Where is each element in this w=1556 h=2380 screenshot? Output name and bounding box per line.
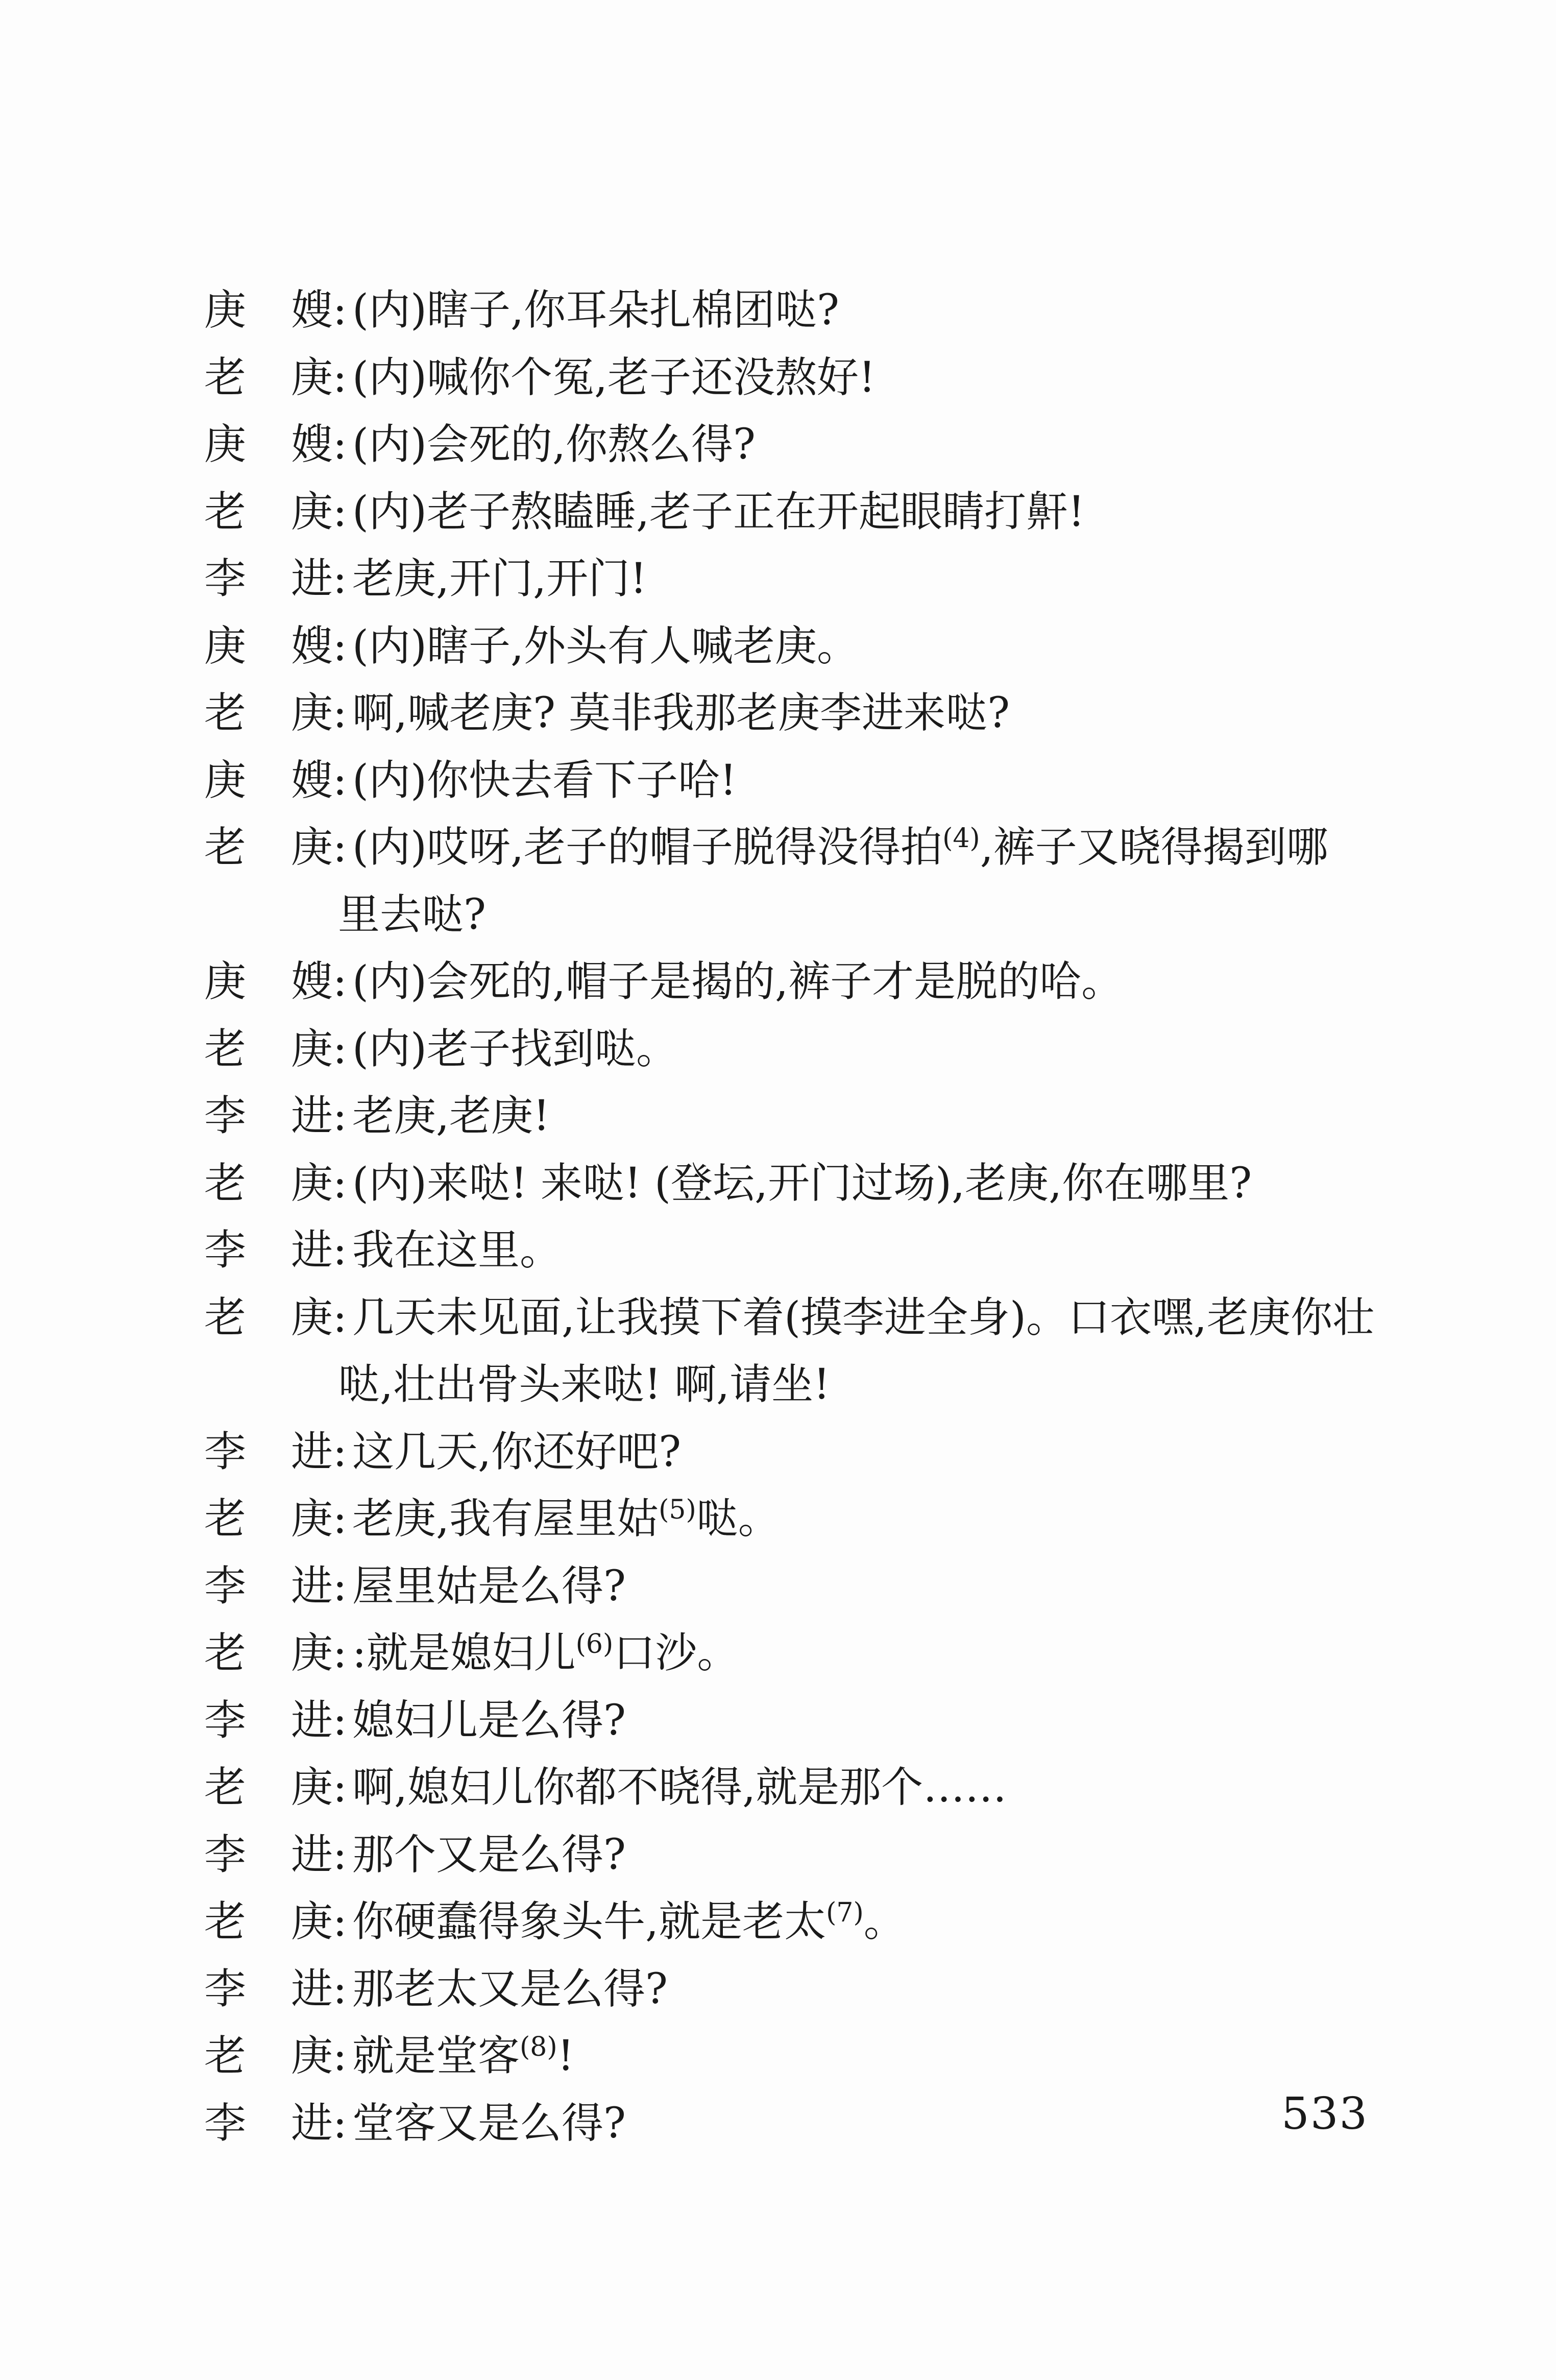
- speaker-char-1: 老: [204, 823, 247, 872]
- speaker-char-1: 李: [204, 1226, 247, 1275]
- dialogue-line: [204, 680, 1409, 747]
- speaker-colon: :: [333, 353, 347, 402]
- dialogue-text: 老庚,老庚!: [352, 1092, 550, 1140]
- dialogue-text: 啊,喊老庚? 莫非我那老庚李进来哒?: [352, 689, 1010, 737]
- dialogue-text: 媳妇儿是么得?: [352, 1696, 626, 1745]
- dialogue-line: [204, 1083, 1409, 1150]
- dialogue-line: [204, 1419, 1409, 1486]
- speaker-char-1: 李: [204, 555, 247, 603]
- dialogue-text: (内)老子找到哒。: [352, 1024, 678, 1073]
- footnote-marker: (8): [520, 2032, 557, 2062]
- dialogue-line: [204, 1956, 1409, 2023]
- speaker-char-2: 进: [291, 1696, 333, 1745]
- speaker-colon: :: [333, 1092, 347, 1140]
- speaker-name: [204, 1284, 347, 1352]
- dialogue-text: (内)来哒! 来哒! (登坛,开门过场),老庚,你在哪里?: [352, 1159, 1252, 1208]
- speaker-char-2: 庚: [291, 2032, 333, 2080]
- speaker-name: [204, 948, 347, 1016]
- speaker-char-2: 嫂: [291, 756, 333, 805]
- dialogue-line: [204, 814, 1409, 948]
- dialogue-text: [352, 1620, 1445, 1687]
- speaker-colon: :: [333, 1427, 347, 1476]
- speaker-char-1: 老: [204, 1495, 247, 1543]
- dialogue-line: [204, 1687, 1409, 1754]
- dialogue-line: [204, 2023, 1409, 2090]
- speaker-colon: :: [333, 2099, 347, 2148]
- speaker-char-2: 庚: [291, 689, 333, 737]
- speaker-name: [204, 1016, 347, 1083]
- speaker-name: [204, 1754, 347, 1821]
- speaker-char-1: 李: [204, 1696, 247, 1745]
- speaker-colon: :: [333, 1964, 347, 2013]
- dialogue-text-part: 哒。: [696, 1495, 780, 1543]
- speaker-colon: :: [333, 823, 347, 872]
- speaker-name: [204, 1485, 347, 1553]
- page-number: 533: [1281, 2088, 1369, 2139]
- dialogue-line: [204, 478, 1409, 546]
- dialogue-line: [204, 411, 1409, 478]
- speaker-char-2: 庚: [291, 823, 333, 872]
- dialogue-line: [204, 613, 1409, 680]
- speaker-name: [204, 344, 347, 412]
- dialogue-text-part: :就是媳妇儿: [352, 1629, 576, 1677]
- speaker-name: [204, 747, 347, 814]
- speaker-name: [204, 277, 347, 344]
- speaker-name: [204, 680, 347, 747]
- dialogue-text: 堂客又是么得?: [352, 2099, 626, 2148]
- speaker-char-1: 老: [204, 353, 247, 402]
- speaker-char-2: 嫂: [291, 420, 333, 469]
- dialogue-text: 老庚,开门,开门!: [352, 555, 647, 603]
- speaker-name: [204, 411, 347, 478]
- speaker-colon: :: [333, 1024, 347, 1073]
- speaker-char-1: 老: [204, 1159, 247, 1208]
- dialogue-text-part: 口沙。: [613, 1629, 739, 1677]
- speaker-name: [204, 814, 347, 881]
- speaker-colon: :: [333, 689, 347, 737]
- dialogue-text: [352, 814, 1445, 881]
- speaker-colon: :: [333, 420, 347, 469]
- dialogue-text-part: (内)哎呀,老子的帽子脱得没得拍: [352, 823, 943, 872]
- speaker-name: [204, 1687, 347, 1754]
- speaker-char-1: 庚: [204, 420, 247, 469]
- dialogue-text: 啊,媳妇儿你都不晓得,就是那个……: [352, 1763, 1007, 1812]
- dialogue-line: [204, 2090, 1409, 2157]
- speaker-char-1: 老: [204, 2032, 247, 2080]
- speaker-char-1: 老: [204, 689, 247, 737]
- speaker-char-2: 庚: [291, 1159, 333, 1208]
- speaker-char-1: 李: [204, 1830, 247, 1879]
- speaker-colon: :: [333, 1696, 347, 1745]
- speaker-name: [204, 2023, 347, 2090]
- speaker-char-2: 进: [291, 1226, 333, 1275]
- dialogue-text: (内)喊你个冤,老子还没熬好!: [352, 353, 876, 402]
- speaker-char-2: 庚: [291, 487, 333, 536]
- speaker-name: [204, 2090, 347, 2157]
- speaker-char-2: 进: [291, 2099, 333, 2148]
- dialogue-text-part: 就是堂客: [352, 2032, 520, 2080]
- speaker-char-1: 庚: [204, 756, 247, 805]
- speaker-colon: :: [333, 1629, 347, 1677]
- speaker-name: [204, 1419, 347, 1486]
- speaker-char-1: 老: [204, 1024, 247, 1073]
- dialogue-line: [204, 948, 1409, 1016]
- footnote-marker: (5): [659, 1495, 696, 1525]
- speaker-char-2: 庚: [291, 1024, 333, 1073]
- speaker-colon: :: [333, 1897, 347, 1946]
- speaker-name: [204, 478, 347, 546]
- dialogue-line: [204, 1150, 1409, 1217]
- dialogue-text-part: ,裤子又晓得揭到哪: [980, 823, 1328, 872]
- speaker-name: [204, 1217, 347, 1284]
- speaker-char-1: 庚: [204, 621, 247, 670]
- speaker-colon: :: [333, 555, 347, 603]
- speaker-colon: :: [333, 1830, 347, 1879]
- speaker-char-2: 庚: [291, 1293, 333, 1342]
- dialogue-text-continuation: 哒,壮出骨头来哒! 啊,请坐!: [338, 1360, 831, 1409]
- dialogue-line: [204, 1284, 1409, 1419]
- dialogue-line: [204, 1821, 1409, 1889]
- speaker-name: [204, 545, 347, 613]
- speaker-colon: :: [333, 1226, 347, 1275]
- speaker-char-2: 进: [291, 1830, 333, 1879]
- dialogue-line: [204, 747, 1409, 814]
- speaker-colon: :: [333, 1561, 347, 1610]
- dialogue-line: [204, 1485, 1409, 1553]
- footnote-marker: (7): [826, 1897, 864, 1928]
- dialogue-text: (内)瞎子,你耳朵扎棉团哒?: [352, 286, 840, 334]
- speaker-char-2: 庚: [291, 1763, 333, 1812]
- dialogue-text: [352, 1888, 1445, 1956]
- speaker-colon: :: [333, 1293, 347, 1342]
- dialogue-text-continuation: 里去哒?: [338, 890, 486, 939]
- dialogue-text: 这几天,你还好吧?: [352, 1427, 682, 1476]
- speaker-char-1: 李: [204, 2099, 247, 2148]
- dialogue-line: [204, 545, 1409, 613]
- dialogue-line: [204, 1888, 1409, 1956]
- dialogue-text: (内)会死的,你熬么得?: [352, 420, 756, 469]
- footnote-marker: (6): [575, 1629, 614, 1660]
- dialogue-text: (内)瞎子,外头有人喊老庚。: [352, 621, 859, 670]
- speaker-char-1: 李: [204, 1964, 247, 2013]
- dialogue-text-part: !: [557, 2032, 574, 2080]
- dialogue-text: (内)会死的,帽子是揭的,裤子才是脱的哈。: [352, 957, 1124, 1006]
- speaker-name: [204, 1956, 347, 2023]
- speaker-colon: :: [333, 756, 347, 805]
- dialogue-line: [204, 277, 1409, 344]
- speaker-name: [204, 1553, 347, 1620]
- dialogue-text: (内)你快去看下子哈!: [352, 756, 737, 805]
- speaker-char-2: 进: [291, 1964, 333, 2013]
- speaker-char-2: 庚: [291, 1629, 333, 1677]
- speaker-char-1: 老: [204, 1763, 247, 1812]
- speaker-colon: :: [333, 487, 347, 536]
- dialogue-line: [204, 1217, 1409, 1284]
- dialogue-text-part: 老庚,我有屋里姑: [352, 1495, 659, 1543]
- speaker-name: [204, 1620, 347, 1687]
- speaker-colon: :: [333, 621, 347, 670]
- speaker-name: [204, 1083, 347, 1150]
- footnote-marker: (4): [942, 823, 980, 854]
- speaker-name: [204, 1888, 347, 1956]
- script-body: [204, 277, 1409, 2157]
- speaker-char-1: 李: [204, 1427, 247, 1476]
- speaker-char-1: 老: [204, 487, 247, 536]
- speaker-char-2: 进: [291, 1427, 333, 1476]
- speaker-char-2: 庚: [291, 1495, 333, 1543]
- dialogue-line: [204, 344, 1409, 412]
- dialogue-text: 那老太又是么得?: [352, 1964, 668, 2013]
- dialogue-line: [204, 1016, 1409, 1083]
- speaker-name: [204, 613, 347, 680]
- speaker-char-1: 李: [204, 1561, 247, 1610]
- dialogue-text: 我在这里。: [352, 1226, 562, 1275]
- speaker-colon: :: [333, 286, 347, 334]
- speaker-colon: :: [333, 957, 347, 1006]
- speaker-char-1: 老: [204, 1897, 247, 1946]
- speaker-char-1: 老: [204, 1293, 247, 1342]
- dialogue-text-part: 。: [863, 1897, 906, 1946]
- dialogue-text: [352, 2023, 1445, 2090]
- dialogue-line: [204, 1754, 1409, 1821]
- speaker-colon: :: [333, 1159, 347, 1208]
- speaker-char-2: 进: [291, 555, 333, 603]
- speaker-char-2: 嫂: [291, 621, 333, 670]
- speaker-char-2: 嫂: [291, 286, 333, 334]
- speaker-char-2: 进: [291, 1561, 333, 1610]
- speaker-name: [204, 1821, 347, 1889]
- speaker-char-1: 庚: [204, 286, 247, 334]
- dialogue-text: 几天未见面,让我摸下着(摸李进全身)。口衣嘿,老庚你壮: [352, 1293, 1375, 1342]
- dialogue-text: [352, 1485, 1445, 1553]
- speaker-char-1: 老: [204, 1629, 247, 1677]
- speaker-char-2: 庚: [291, 1897, 333, 1946]
- dialogue-line: [204, 1553, 1409, 1620]
- speaker-name: [204, 1150, 347, 1217]
- speaker-char-2: 嫂: [291, 957, 333, 1006]
- speaker-char-2: 庚: [291, 353, 333, 402]
- speaker-char-2: 进: [291, 1092, 333, 1140]
- speaker-colon: :: [333, 2032, 347, 2080]
- speaker-colon: :: [333, 1495, 347, 1543]
- speaker-char-1: 李: [204, 1092, 247, 1140]
- speaker-colon: :: [333, 1763, 347, 1812]
- dialogue-line: [204, 1620, 1409, 1687]
- dialogue-text: (内)老子熬瞌睡,老子正在开起眼睛打鼾!: [352, 487, 1085, 536]
- dialogue-text: 那个又是么得?: [352, 1830, 626, 1879]
- speaker-char-1: 庚: [204, 957, 247, 1006]
- dialogue-text-part: 你硬蠢得象头牛,就是老太: [352, 1897, 826, 1946]
- dialogue-text: 屋里姑是么得?: [352, 1561, 626, 1610]
